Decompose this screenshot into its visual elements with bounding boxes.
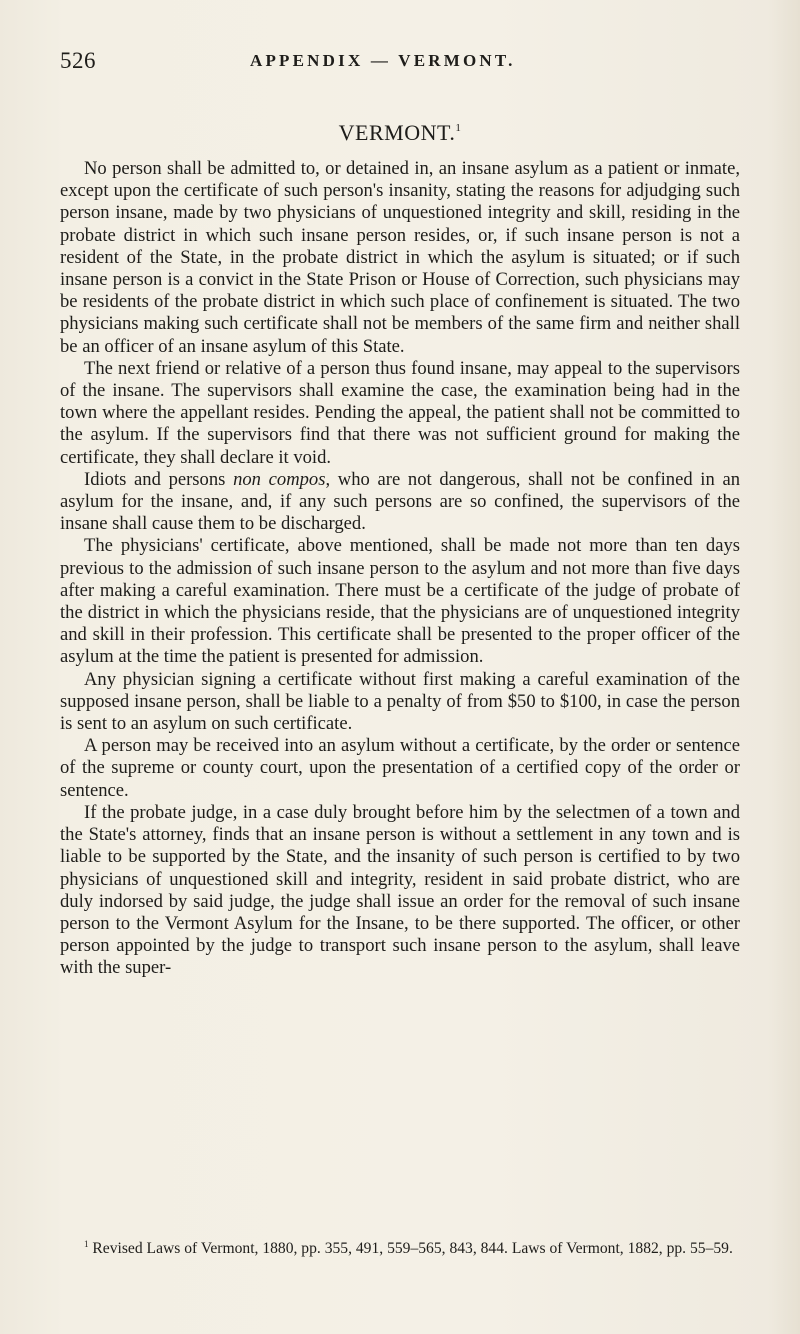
paragraph-certificate-timing: The physicians' certificate, above mentioned, shall be made not more than ten days previous to the admission of such insane person to the asylum and not more than five days after making a careful examination. There must be a certificate of the judge of probate of the district in which the physicians reside, that the physicians are of unquestioned integrity and skill in their profession. This certificate shall be presented to the proper officer of the asylum at the time the patient is presented for admission. xyxy=(60,535,740,668)
running-head xyxy=(60,48,740,76)
section-title xyxy=(0,120,800,146)
running-title: APPENDIX — VERMONT. xyxy=(250,51,516,70)
page-number: 526 xyxy=(60,48,96,73)
paragraph-idiots xyxy=(60,469,740,536)
footnote-text: Revised Laws of Vermont, 1880, pp. 355, 491, 559–565, 843, 844. Laws of Vermont, 1882, pp. 55–59. xyxy=(92,1240,733,1257)
paragraph-appeal: The next friend or relative of a person thus found insane, may appeal to the supervisors of the insane. The supervisors shall examine the case, the examination being had in the town where the appellant resides. Pending the appeal, the patient shall not be committed to the asylum. If the supervisors find that there was not sufficient ground for making the certificate, they shall declare it void. xyxy=(60,357,740,468)
latin-term: non compos xyxy=(233,468,326,490)
footnote-reference: 1 xyxy=(455,122,462,134)
paragraph-text: Idiots and persons xyxy=(84,468,234,490)
body-text xyxy=(60,158,740,980)
paragraph-penalty: Any physician signing a certificate without first making a careful examination of the supposed insane person, shall be liable to a penalty of from $50 to $100, in case the person is sent to an asylum on such certificate. xyxy=(60,668,740,735)
paragraph-court-order: A person may be received into an asylum without a certificate, by the order or sentence of the supreme or county court, upon the presentation of a certified copy of the order or sentence. xyxy=(60,735,740,801)
section-title-text: VERMONT. xyxy=(338,120,456,145)
paragraph-text: , who are not dangerous, shall not be confined in an asylum for the insane, and, if any such persons are so confined, the supervisors of the insane shall cause them to be discharged. xyxy=(60,468,741,535)
paragraph-probate-judge: If the probate judge, in a case duly brought before him by the selectmen of a town and the State's attorney, finds that an insane person is without a settlement in any town and is liable to be supported by the State, and the insanity of such person is certified to by two physicians of unquestioned skill and integrity, resident in said probate district, who are duly indorsed by said judge, the judge shall issue an order for the removal of such insane person to the Vermont Asylum for the Insane, to be there supported. The officer, or other person appointed by the judge to transport such insane person to the asylum, shall leave with the super- xyxy=(60,801,740,979)
footnote xyxy=(60,1235,740,1258)
footnote-marker: 1 xyxy=(84,1239,89,1249)
paragraph-admission-requirements: No person shall be admitted to, or detained in, an insane asylum as a patient or inmate, except upon the certificate of such person's insanity, stating the reasons for adjudging such person insane, made by two physicians of unquestioned integrity and skill, residing in the probate district in which such insane person resides, or, if such insane person is not a resident of the State, in the probate district in which the asylum is situated; or if such insane person is a convict in the State Prison or House of Correction, such physicians may be residents of the probate district in which such place of confinement is situated. The two physicians making such certificate shall not be members of the same firm and neither shall be an officer of an insane asylum of this State. xyxy=(60,158,740,357)
